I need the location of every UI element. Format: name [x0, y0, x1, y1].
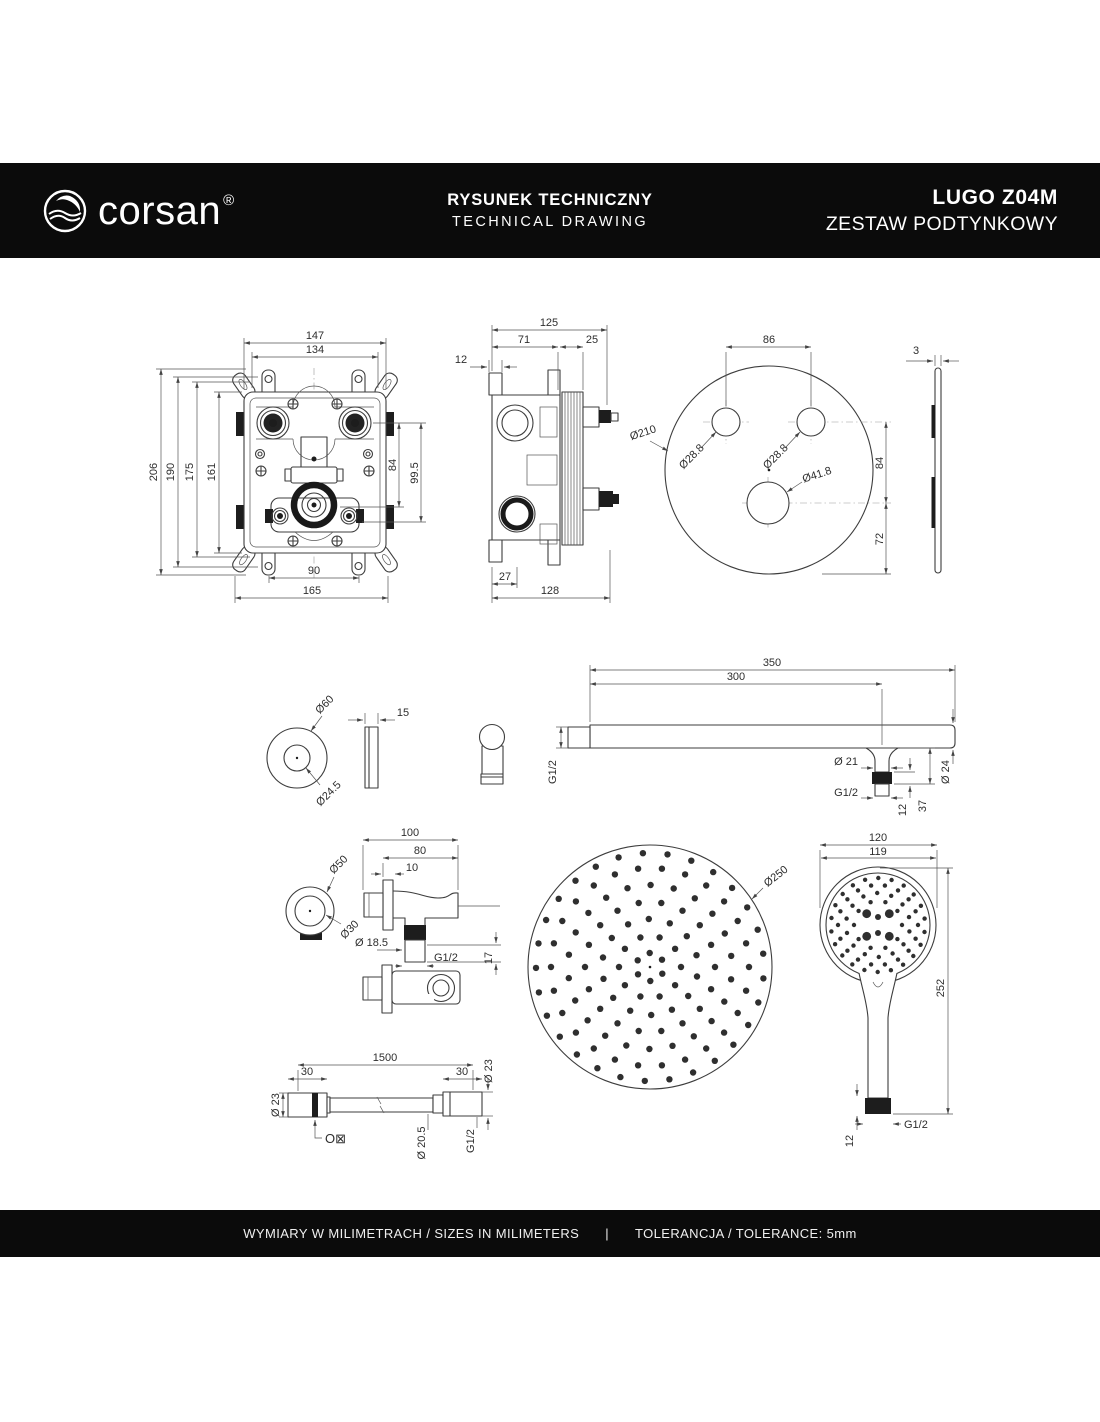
mounting-box-side-view [455, 317, 619, 603]
holder-knob-side-view [480, 725, 505, 785]
dim-label: Ø 23 [270, 1093, 282, 1117]
footer-bar [0, 1210, 1100, 1257]
dim-label: G1/2 [547, 760, 559, 784]
dim-label: 25 [585, 334, 599, 346]
mounting-box-front-view [148, 330, 426, 603]
cone-symbol-label: O⊠ [325, 1131, 347, 1146]
shower-hose-view [270, 1052, 495, 1160]
dim-label: G1/2 [465, 1129, 477, 1153]
cover-plate-front-view [628, 334, 891, 574]
dim-label: 15 [396, 707, 410, 719]
footer-units: WYMIARY W MILIMETRACH / SIZES IN MILIMETERS [243, 1226, 580, 1241]
dim-label: Ø250 [761, 863, 791, 890]
dim-label: 72 [874, 532, 886, 546]
brand-name: corsan ® [98, 188, 235, 233]
dim-label: 84 [387, 458, 399, 472]
dim-label: G1/2 [834, 787, 858, 799]
dim-label: 3 [912, 345, 920, 357]
dim-label: 300 [726, 671, 746, 683]
wall-elbow-views [286, 827, 501, 1013]
dim-label: Ø 24 [940, 760, 952, 784]
dim-label: 100 [400, 827, 420, 839]
dim-label: 99.5 [409, 462, 421, 484]
dim-label: 90 [307, 565, 321, 577]
dim-label: Ø28.8 [677, 442, 707, 472]
cover-plate-side-view [906, 345, 959, 573]
dim-label: 80 [413, 845, 427, 857]
dim-label: Ø30 [338, 918, 362, 942]
dim-label: 134 [305, 344, 325, 356]
dim-label: 120 [868, 832, 888, 844]
dim-label: 252 [935, 978, 947, 998]
dim-label: 71 [517, 334, 531, 346]
dim-label: Ø41.8 [800, 464, 834, 486]
dim-label: 350 [762, 657, 782, 669]
dim-label: 12 [454, 354, 468, 366]
dim-label: 37 [917, 799, 929, 813]
dim-label: Ø50 [327, 853, 351, 877]
dim-label: 17 [483, 951, 495, 965]
dim-label: 30 [300, 1066, 314, 1078]
dim-label: 190 [165, 462, 177, 482]
dim-label: 10 [405, 862, 419, 874]
dim-label: Ø 21 [834, 756, 858, 768]
registered-mark: ® [223, 191, 235, 209]
dim-label: 86 [762, 334, 776, 346]
dim-label: Ø210 [628, 423, 658, 444]
product-model: LUGO Z04M [932, 185, 1058, 209]
footer-divider: | [605, 1226, 609, 1241]
dim-label: Ø28.8 [761, 442, 791, 472]
dim-label: 125 [539, 317, 559, 329]
rain-head-view [528, 845, 790, 1089]
dim-label: 84 [874, 456, 886, 470]
dim-label: 161 [206, 462, 218, 482]
dim-label: Ø24.5 [314, 779, 344, 809]
dim-label: 27 [498, 571, 512, 583]
dim-label: 128 [540, 585, 560, 597]
dim-label: 12 [844, 1134, 856, 1148]
dim-label: 12 [897, 803, 909, 817]
dim-label: 119 [869, 846, 887, 858]
dim-label: Ø 23 [483, 1059, 495, 1083]
footer-tolerance: TOLERANCJA / TOLERANCE: 5mm [635, 1226, 857, 1241]
dim-label: 1500 [372, 1052, 398, 1064]
dim-label: Ø 20.5 [416, 1126, 428, 1160]
dim-label: Ø 18.5 [354, 937, 388, 949]
title-pl: RYSUNEK TECHNICZNY [447, 191, 653, 209]
escutcheon-views [267, 693, 409, 808]
dim-label: 175 [184, 462, 196, 482]
title-en: TECHNICAL DRAWING [451, 214, 649, 230]
dim-label: 165 [302, 585, 322, 597]
dim-label: 206 [148, 462, 160, 482]
dim-label: 147 [305, 330, 325, 342]
hand-shower-view [820, 832, 953, 1147]
dim-label: Ø60 [313, 693, 337, 717]
dim-label: G1/2 [434, 952, 458, 964]
dim-label: 30 [455, 1066, 469, 1078]
shower-arm-view [547, 657, 955, 816]
product-type: ZESTAW PODTYNKOWY [825, 212, 1058, 235]
dim-label: G1/2 [904, 1119, 928, 1131]
